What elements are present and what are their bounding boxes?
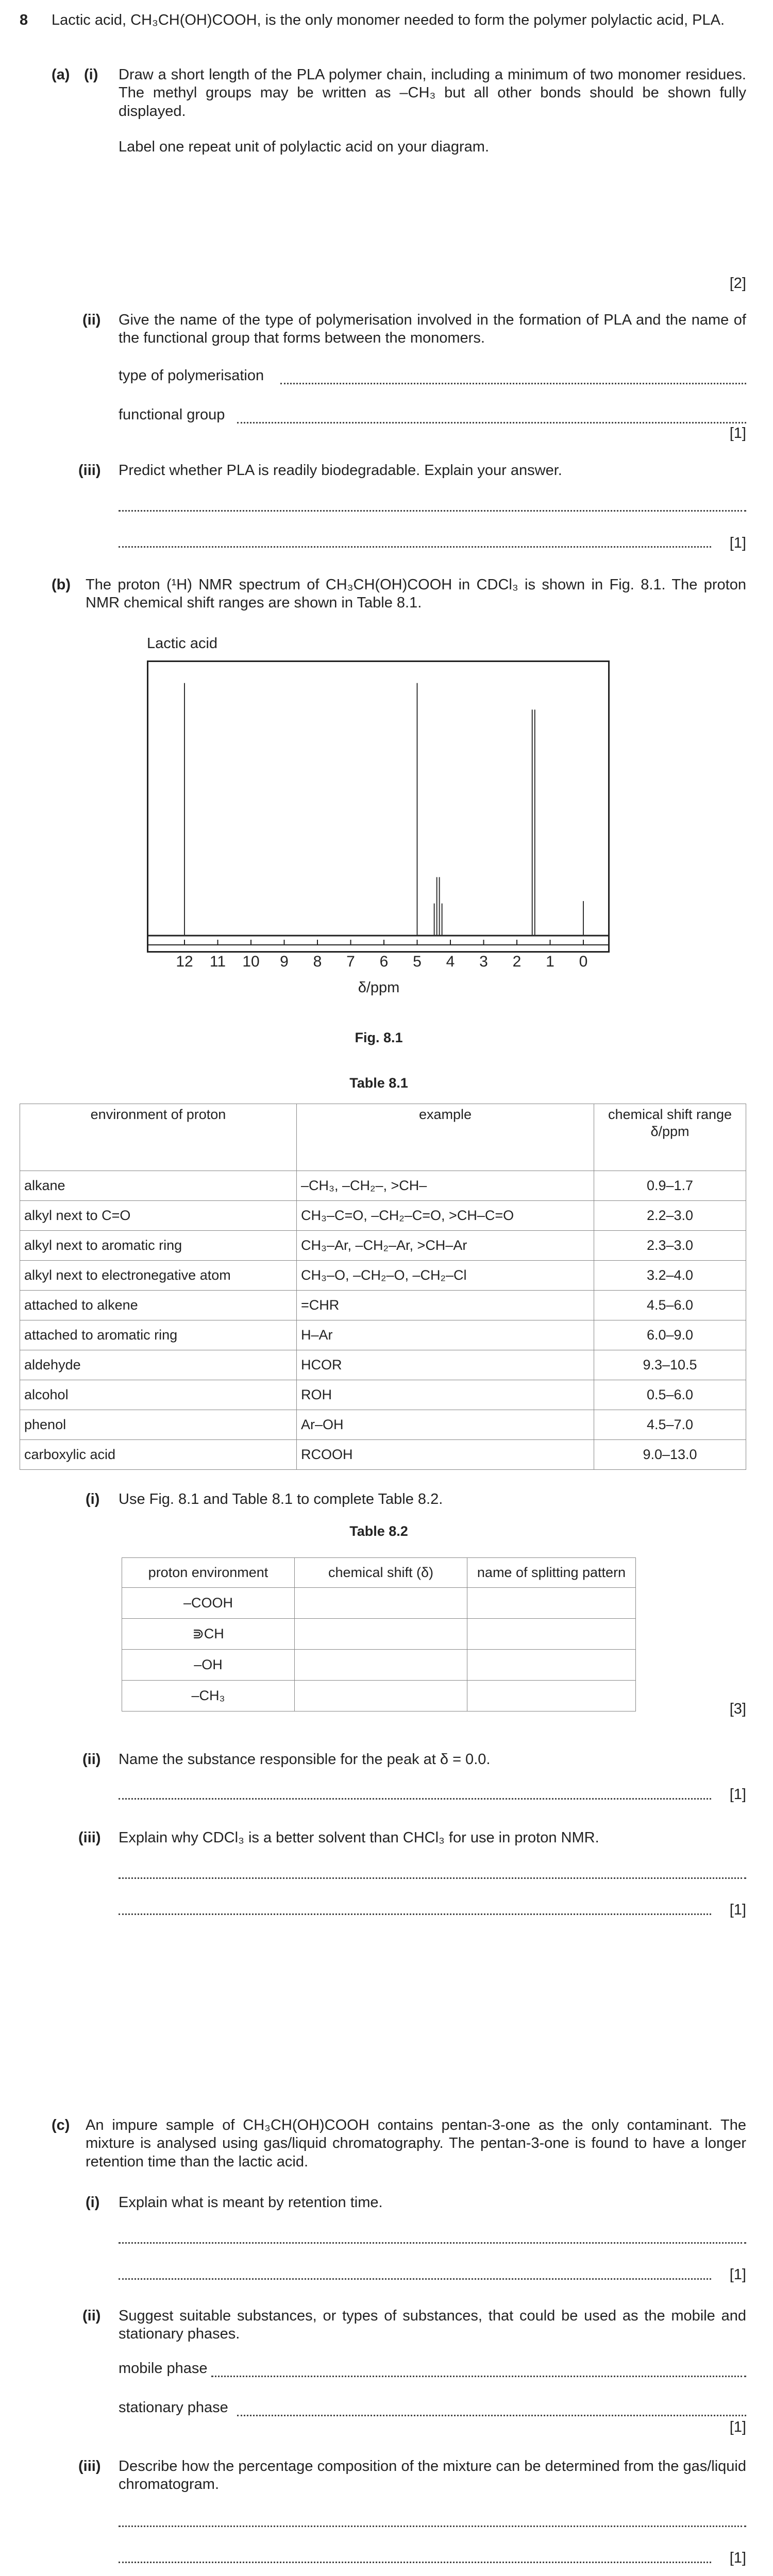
table1-header-shift: chemical shift range δ/ppm: [594, 1104, 746, 1171]
table1-row: [20, 1320, 746, 1350]
part-a-ii-label: (ii): [82, 312, 101, 328]
table1-cell-environment: alkyl next to electronegative atom: [20, 1261, 297, 1291]
part-b-ii-label: (ii): [82, 1751, 101, 1768]
table1-cell-environment: carboxylic acid: [20, 1440, 297, 1470]
part-c-iii-answer-line-1[interactable]: [119, 2526, 746, 2527]
spectrum-title: Lactic acid: [147, 635, 218, 652]
table2-header-environment: proton environment: [122, 1558, 295, 1588]
x-axis-ticks: [176, 940, 587, 970]
table1-cell-shift: 4.5–6.0: [594, 1291, 746, 1320]
table1-row: [20, 1350, 746, 1380]
x-tick-label: 6: [379, 953, 389, 970]
x-axis-label: δ/ppm: [358, 979, 400, 996]
nmr-spectrum-chart: [0, 0, 773, 1030]
part-b-label: (b): [52, 577, 71, 593]
table1-cell-example: –CH₃, –CH₂–, >CH–: [297, 1171, 594, 1201]
part-b-iii-answer-line-2[interactable]: [119, 1913, 711, 1915]
x-tick-label: 3: [479, 953, 488, 970]
part-a-i-label: (i): [84, 66, 98, 83]
part-b-iii-answer-line-1[interactable]: [119, 1877, 746, 1879]
table1-cell-environment: attached to alkene: [20, 1291, 297, 1320]
table1-row: [20, 1261, 746, 1291]
type-of-polymerisation-label: type of polymerisation: [119, 367, 264, 384]
part-c-i-answer-line-2[interactable]: [119, 2278, 711, 2280]
part-b-text: The proton (¹H) NMR spectrum of CH₃CH(OH)COOH in CDCl₃ is shown in Fig. 8.1. The proton NMR chemical shift ranges are shown in Table 8.1.: [86, 577, 746, 612]
part-a-ii-text: Give the name of the type of polymerisation involved in the formation of PLA and the name of the functional group that forms between the monomers.: [119, 312, 746, 347]
table1-cell-environment: attached to aromatic ring: [20, 1320, 297, 1350]
part-a-i-marks: [2]: [729, 275, 746, 292]
table2-cell-splitting-input[interactable]: [467, 1650, 636, 1681]
table1-cell-example: RCOOH: [297, 1440, 594, 1470]
table1-cell-shift: 4.5–7.0: [594, 1410, 746, 1440]
part-a-label: (a): [52, 66, 70, 83]
table2-cell-shift-input[interactable]: [295, 1619, 467, 1650]
x-tick-label: 12: [176, 953, 193, 970]
spectrum-peak: [434, 877, 442, 936]
table2-cell-environment: –OH: [122, 1650, 295, 1681]
table1-row: [20, 1291, 746, 1320]
part-a-iii-text: Predict whether PLA is readily biodegradable. Explain your answer.: [119, 462, 562, 479]
x-tick-label: 4: [446, 953, 455, 970]
part-b-ii-text: Name the substance responsible for the peak at δ = 0.0.: [119, 1751, 491, 1768]
table1-row: [20, 1171, 746, 1201]
table2-cell-shift-input[interactable]: [295, 1650, 467, 1681]
table1-cell-shift: 6.0–9.0: [594, 1320, 746, 1350]
part-b-ii-marks: [1]: [729, 1786, 746, 1803]
table1-row: [20, 1410, 746, 1440]
table1-cell-example: =CHR: [297, 1291, 594, 1320]
table1-cell-shift: 0.9–1.7: [594, 1171, 746, 1201]
part-c-iii-answer-line-2[interactable]: [119, 2562, 711, 2563]
table1-row: [20, 1440, 746, 1470]
part-b-iii-text: Explain why CDCl₃ is a better solvent than CHCl₃ for use in proton NMR.: [119, 1829, 599, 1846]
table1-cell-environment: alkane: [20, 1171, 297, 1201]
table2-cell-splitting-input[interactable]: [467, 1681, 636, 1711]
table1-cell-environment: alcohol: [20, 1380, 297, 1410]
table-8-2-title: Table 8.2: [349, 1523, 408, 1539]
part-a-ii-marks: [1]: [729, 425, 746, 442]
part-a-i-text2: Label one repeat unit of polylactic acid on your diagram.: [119, 139, 489, 155]
part-c-i-answer-line-1[interactable]: [119, 2242, 746, 2244]
part-b-iii-marks: [1]: [729, 1902, 746, 1918]
table2-row: [122, 1588, 636, 1619]
part-b-i-text: Use Fig. 8.1 and Table 8.1 to complete Table 8.2.: [119, 1491, 443, 1507]
question-number: 8: [20, 12, 28, 28]
table-8-1: [20, 1104, 746, 1470]
table2-cell-shift-input[interactable]: [295, 1588, 467, 1619]
table1-header-environment: environment of proton: [20, 1104, 297, 1171]
part-a-i-text: Draw a short length of the PLA polymer chain, including a minimum of two monomer residues. The methyl groups may be written as –CH₃ but all other bonds should be shown fully displayed.: [119, 66, 746, 120]
table1-cell-environment: aldehyde: [20, 1350, 297, 1380]
part-c-iii-text: Describe how the percentage composition of the mixture can be determined from the gas/liquid chromatogram.: [119, 2458, 746, 2493]
table-8-2: [122, 1557, 636, 1711]
table1-cell-shift: 2.2–3.0: [594, 1201, 746, 1231]
question-intro: Lactic acid, CH₃CH(OH)COOH, is the only monomer needed to form the polymer polylactic acid, PLA.: [52, 12, 725, 28]
table2-header-splitting: name of splitting pattern: [467, 1558, 636, 1588]
table2-row: [122, 1650, 636, 1681]
table1-row: [20, 1380, 746, 1410]
part-b-i-marks: [3]: [729, 1701, 746, 1717]
table1-cell-shift: 9.0–13.0: [594, 1440, 746, 1470]
x-tick-label: 0: [579, 953, 588, 970]
x-tick-label: 8: [313, 953, 322, 970]
x-tick-label: 11: [209, 953, 226, 970]
table1-cell-example: H–Ar: [297, 1320, 594, 1350]
mobile-phase-answer-line[interactable]: [211, 2376, 746, 2377]
part-c-iii-label: (iii): [78, 2458, 101, 2475]
table2-row: [122, 1619, 636, 1650]
stationary-phase-label: stationary phase: [119, 2399, 228, 2416]
table1-cell-environment: alkyl next to C=O: [20, 1201, 297, 1231]
table1-cell-example: CH₃–O, –CH₂–O, –CH₂–Cl: [297, 1261, 594, 1291]
table1-header-example: example: [297, 1104, 594, 1171]
table-8-1-title: Table 8.1: [349, 1075, 408, 1091]
part-a-iii-label: (iii): [78, 462, 101, 479]
x-tick-label: 5: [413, 953, 422, 970]
part-b-ii-answer-line[interactable]: [119, 1798, 711, 1800]
table1-cell-example: ROH: [297, 1380, 594, 1410]
spectrum-peaks: [184, 683, 583, 936]
table2-cell-splitting-input[interactable]: [467, 1619, 636, 1650]
table1-cell-shift: 3.2–4.0: [594, 1261, 746, 1291]
part-c-iii-marks: [1]: [729, 2550, 746, 2566]
table1-cell-example: CH₃–Ar, –CH₂–Ar, >CH–Ar: [297, 1231, 594, 1261]
table2-cell-environment: ⋑CH: [122, 1619, 295, 1650]
part-c-i-text: Explain what is meant by retention time.: [119, 2194, 383, 2211]
part-c-ii-text: Suggest suitable substances, or types of substances, that could be used as the mobile and stationary phases.: [119, 2308, 746, 2343]
table2-cell-splitting-input[interactable]: [467, 1588, 636, 1619]
part-c-text: An impure sample of CH₃CH(OH)COOH contains pentan-3-one as the only contaminant. The mixture is analysed using gas/liquid chromatography. The pentan-3-one is found to have a longer retention time than the lactic acid.: [86, 2117, 746, 2170]
part-c-i-label: (i): [86, 2194, 100, 2211]
part-b-i-label: (i): [86, 1491, 100, 1507]
table1-cell-example: HCOR: [297, 1350, 594, 1380]
x-tick-label: 9: [280, 953, 289, 970]
part-c-ii-label: (ii): [82, 2308, 101, 2324]
figure-caption: Fig. 8.1: [355, 1030, 403, 1045]
spectrum-peak: [532, 709, 535, 936]
x-tick-label: 1: [546, 953, 554, 970]
table1-cell-example: CH₃–C=O, –CH₂–C=O, >CH–C=O: [297, 1201, 594, 1231]
table2-cell-environment: –CH₃: [122, 1681, 295, 1711]
table1-cell-shift: 9.3–10.5: [594, 1350, 746, 1380]
table1-cell-example: Ar–OH: [297, 1410, 594, 1440]
part-c-ii-marks: [1]: [729, 2419, 746, 2435]
mobile-phase-label: mobile phase: [119, 2360, 208, 2377]
stationary-phase-answer-line[interactable]: [237, 2415, 746, 2416]
table2-cell-shift-input[interactable]: [295, 1681, 467, 1711]
x-tick-label: 2: [512, 953, 522, 970]
table1-cell-shift: 0.5–6.0: [594, 1380, 746, 1410]
part-c-i-marks: [1]: [729, 2266, 746, 2283]
table1-cell-environment: phenol: [20, 1410, 297, 1440]
x-tick-label: 10: [242, 953, 260, 970]
table1-cell-environment: alkyl next to aromatic ring: [20, 1231, 297, 1261]
table1-row: [20, 1231, 746, 1261]
table1-row: [20, 1201, 746, 1231]
part-c-label: (c): [52, 2117, 70, 2133]
part-b-iii-label: (iii): [78, 1829, 101, 1846]
functional-group-label: functional group: [119, 406, 225, 423]
table2-row: [122, 1681, 636, 1711]
part-a-iii-marks: [1]: [729, 535, 746, 551]
table1-cell-shift: 2.3–3.0: [594, 1231, 746, 1261]
table2-header-shift: chemical shift (δ): [295, 1558, 467, 1588]
table2-cell-environment: –COOH: [122, 1588, 295, 1619]
x-tick-label: 7: [346, 953, 355, 970]
